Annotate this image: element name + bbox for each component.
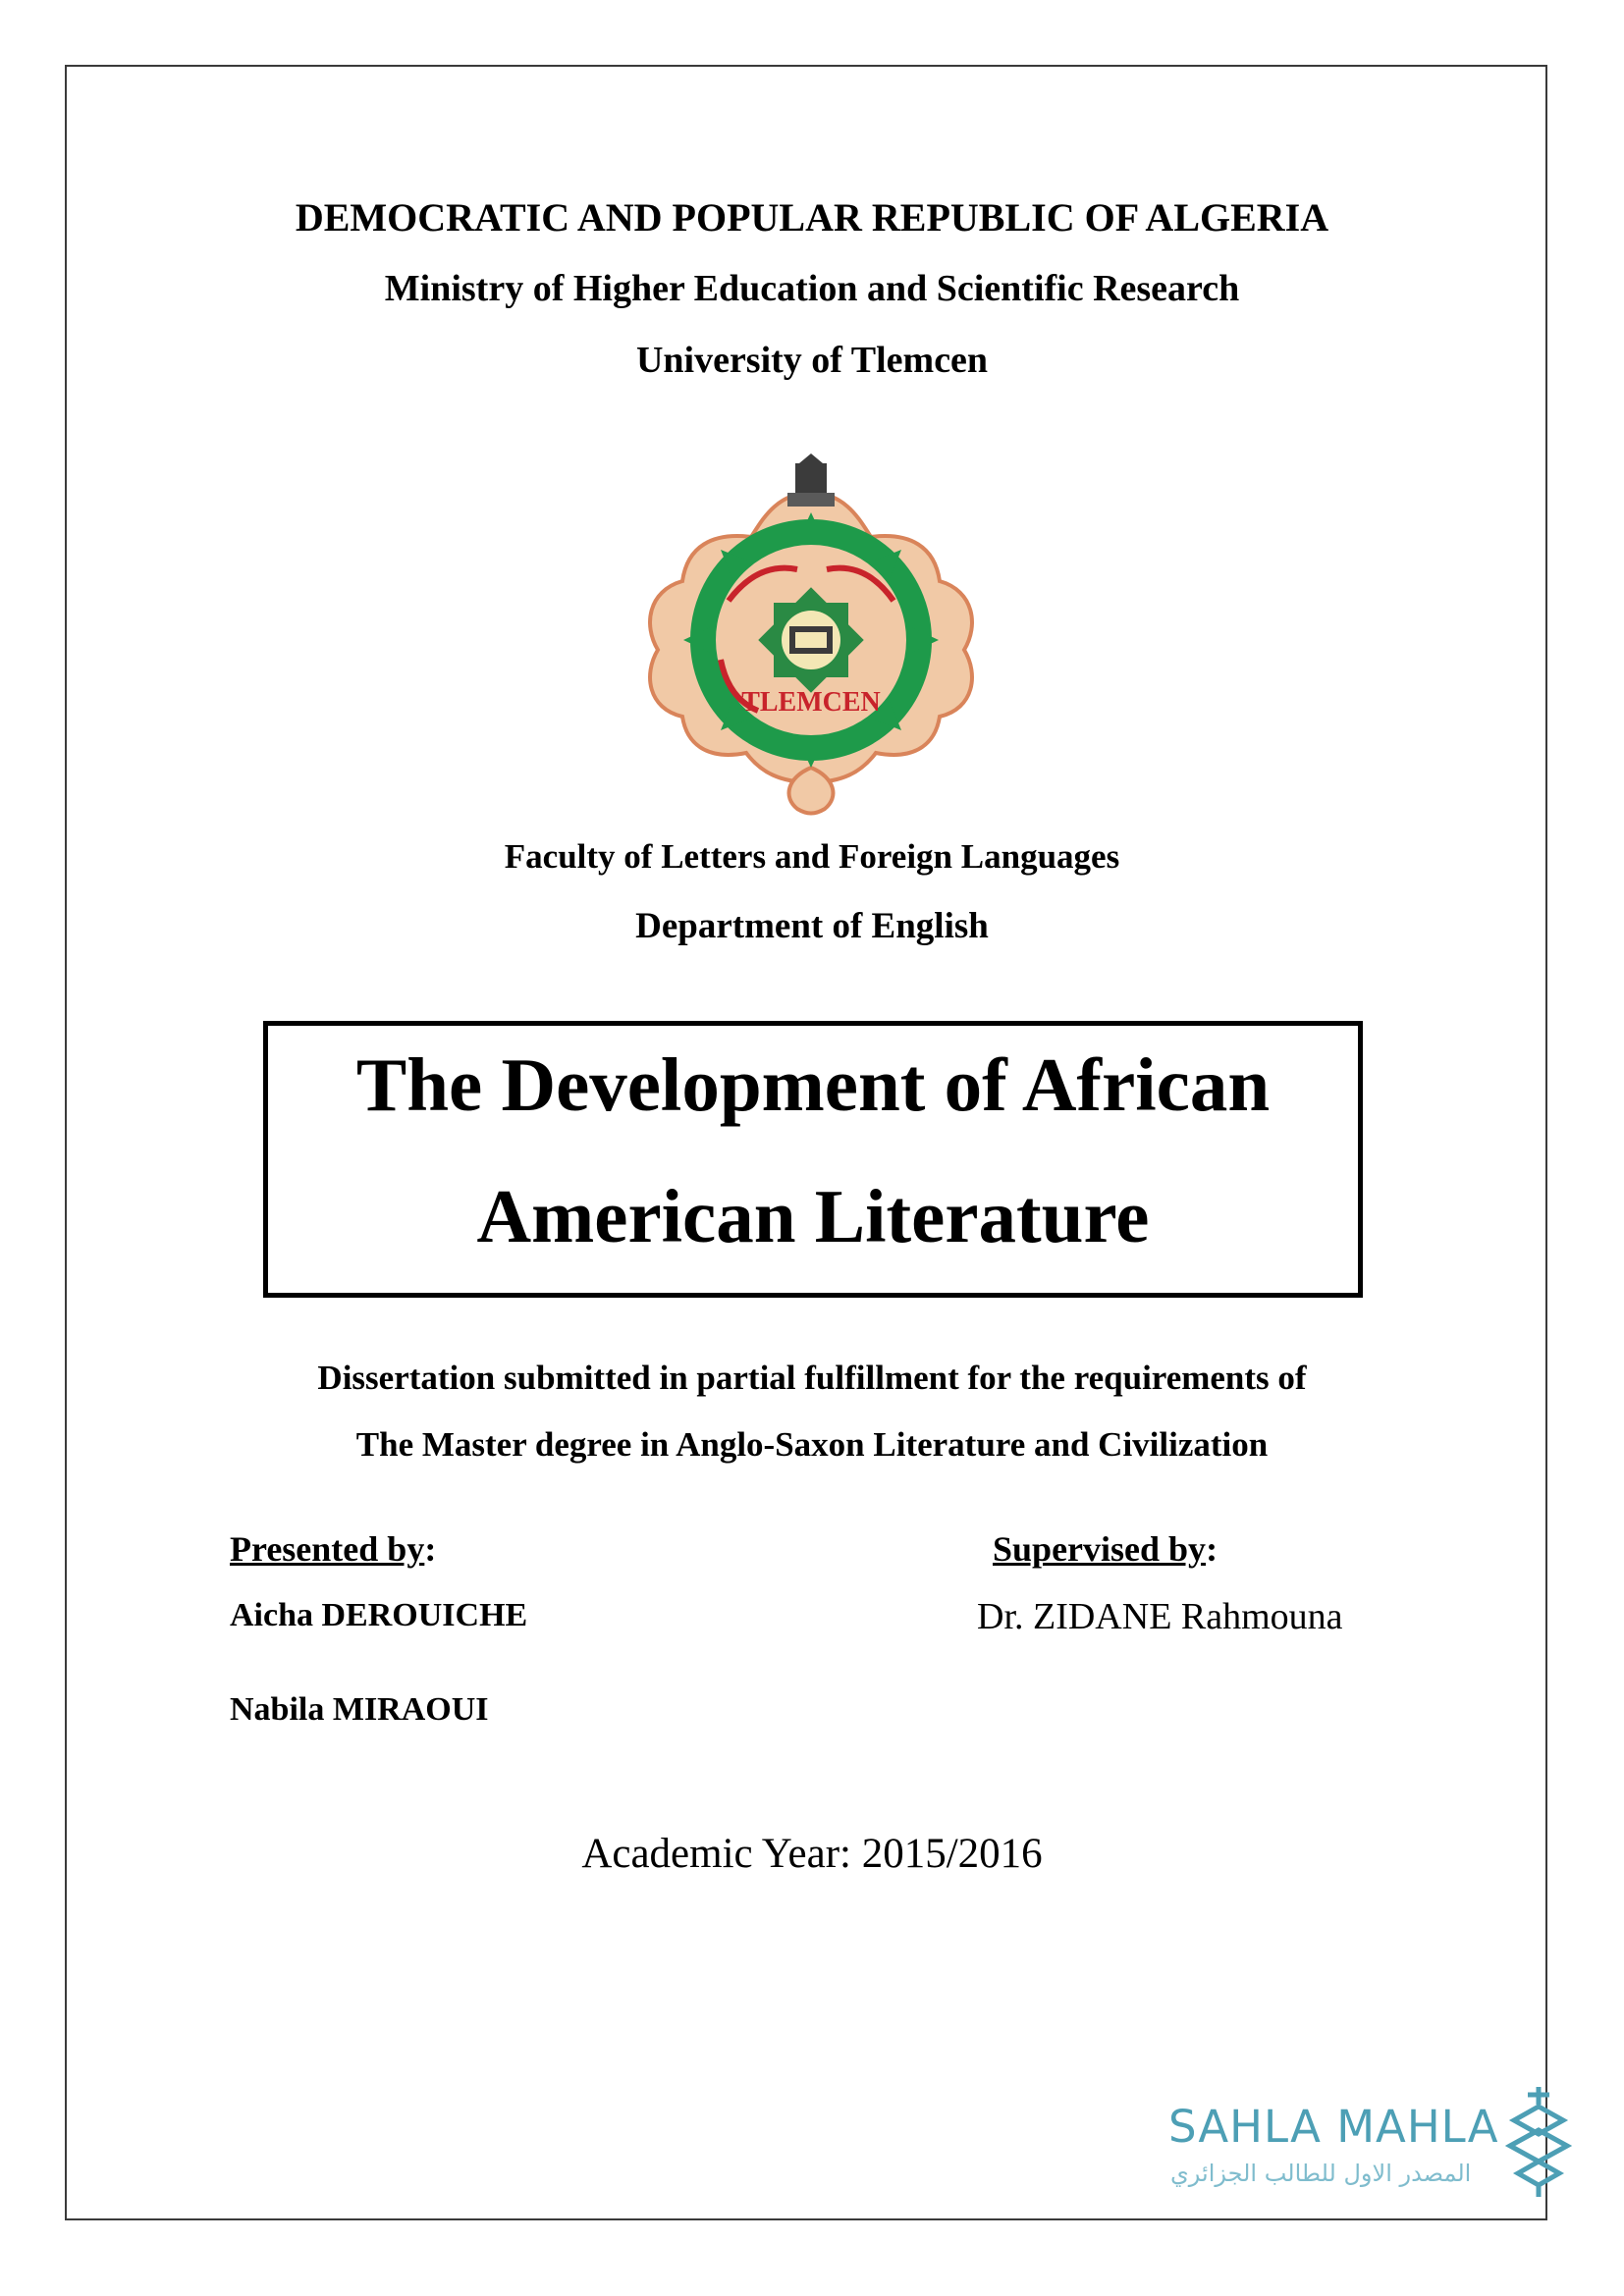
svg-text:TLEMCEN: TLEMCEN [741, 687, 881, 718]
thesis-title-line-1: The Development of African [355, 1042, 1271, 1127]
dissertation-statement-line-2: The Master degree in Anglo-Saxon Literature and Civilization [355, 1425, 1269, 1464]
academic-year: Academic Year: 2015/2016 [581, 1831, 1043, 1877]
faculty-heading: Faculty of Letters and Foreign Languages [504, 837, 1120, 876]
watermark-logo-icon [1500, 2081, 1577, 2199]
department-heading: Department of English [635, 906, 989, 946]
thesis-title-box [263, 1021, 1363, 1298]
supervised-by-label: Supervised by: [993, 1529, 1218, 1569]
thesis-title-line-2: American Literature [476, 1174, 1150, 1258]
supervisor-name: Dr. ZIDANE Rahmouna [977, 1596, 1343, 1637]
dissertation-statement-line-1: Dissertation submitted in partial fulfillment for the requirements of [317, 1359, 1307, 1397]
university-emblem-icon [640, 454, 982, 817]
watermark [1168, 2101, 1600, 2209]
watermark-tagline: المصدر الاول للطالب الجزائري [1170, 2160, 1472, 2187]
student-name: Nabila MIRAOUI [230, 1691, 489, 1728]
country-heading: DEMOCRATIC AND POPULAR REPUBLIC OF ALGERIA [295, 195, 1329, 240]
student-name: Aicha DEROUICHE [230, 1597, 528, 1633]
watermark-brand: SAHLA MAHLA [1168, 2101, 1499, 2153]
ministry-heading: Ministry of Higher Education and Scientific Research [384, 268, 1240, 309]
presented-by-label: Presented by: [230, 1529, 437, 1569]
university-heading: University of Tlemcen [635, 340, 989, 381]
